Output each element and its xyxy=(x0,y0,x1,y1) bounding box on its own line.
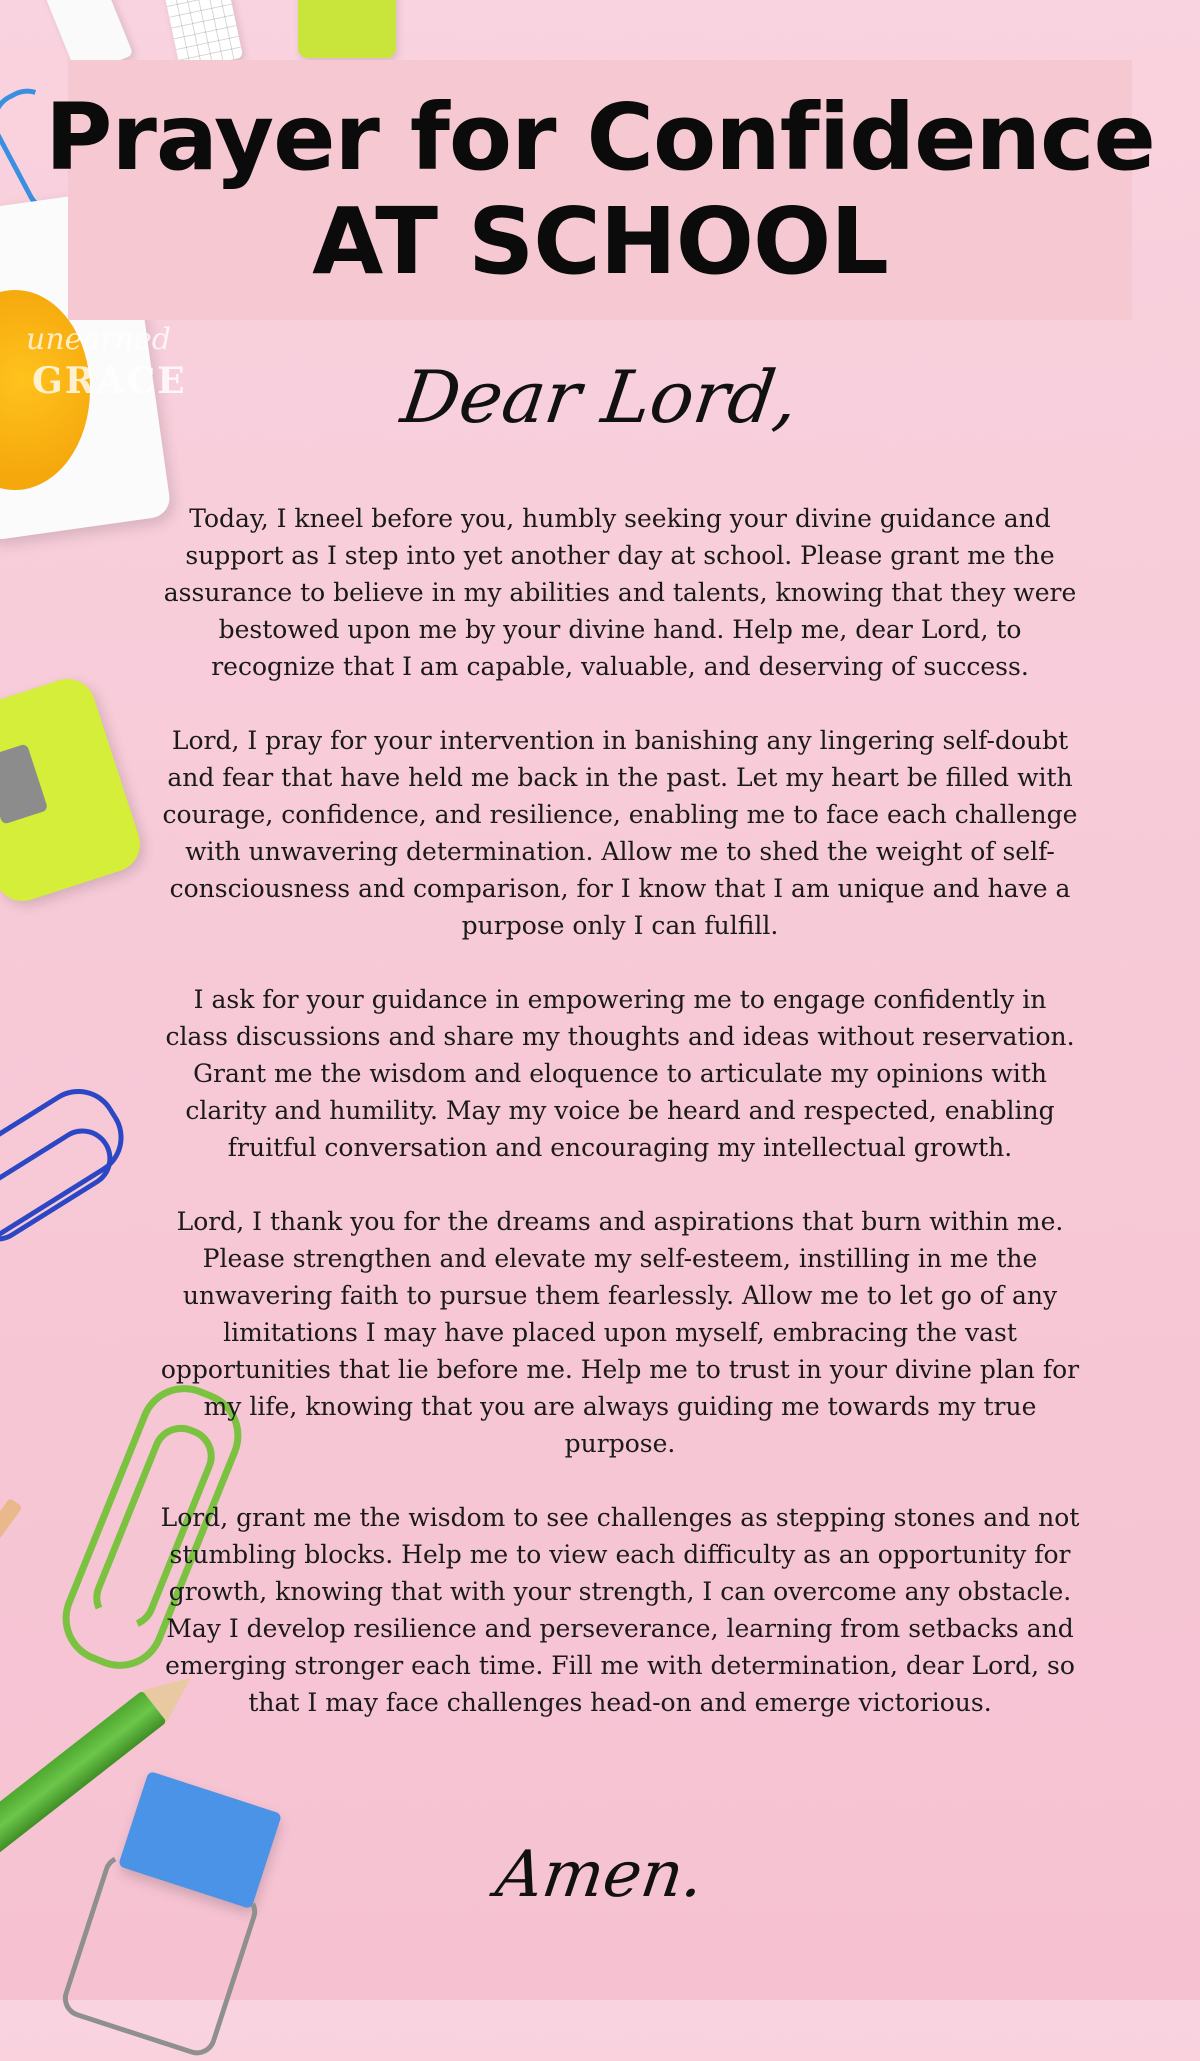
prayer-body xyxy=(160,500,1080,1758)
closing-amen: Amen. xyxy=(491,1838,709,1912)
highlighter-decoration xyxy=(298,0,396,58)
page-subtitle: AT SCHOOL xyxy=(312,188,888,295)
prayer-paragraph-2: Lord, I pray for your intervention in banishing any lingering self-doubt and fear that have held me back in the past. Let my heart be filled with courage, confidence, and resilience, enabling me to face each challenge with unwavering determination. Allow me to shed the weight of self-consciousness and comparison, for I know that I am unique and have a purpose only I can fulfill. xyxy=(162,726,1078,940)
logo-small-text: unearned xyxy=(26,322,171,357)
prayer-paragraph-1: Today, I kneel before you, humbly seeking your divine guidance and support as I step into yet another day at school. Please grant me the assurance to believe in my abilities and talents, knowing that they were bestowed upon me by your divine hand. Help me, dear Lord, to recognize that I am capable, valuable, and deserving of success. xyxy=(163,504,1077,681)
title-banner xyxy=(45,60,1155,320)
page-title: Prayer for Confidence xyxy=(45,84,1155,191)
prayer-paragraph-3: I ask for your guidance in empowering me to engage confidently in class discussions and share my thoughts and ideas without reservation. Grant me the wisdom and eloquence to articulate my opinions with clarity and humility. May my voice be heard and respected, enabling fruitful conversation and encouraging my intellectual growth. xyxy=(165,985,1075,1162)
wood-pencil-decoration xyxy=(0,1498,23,1613)
prayer-paragraph-4: Lord, I thank you for the dreams and aspirations that burn within me. Please strengthen and elevate my self-esteem, instilling in me the unwavering faith to pursue them fearlessly. Allow me to let go of any limitations I may have placed upon myself, embracing the vast opportunities that lie before me. Help me to trust in your divine plan for my life, knowing that you are always guiding me towards my true purpose. xyxy=(160,1207,1080,1458)
prayer-paragraph-5: Lord, grant me the wisdom to see challenges as stepping stones and not stumbling blocks. Help me to view each difficulty as an opportunity for growth, knowing that with your strength, I can overcome any obstacle. May I develop resilience and perseverance, learning from setbacks and emerging stronger each time. Fill me with determination, dear Lord, so that I may face challenges head-on and emerge victorious. xyxy=(160,1503,1080,1717)
salutation: Dear Lord, xyxy=(396,355,804,439)
logo-big-text: GRACE xyxy=(32,360,187,402)
sharpener-decoration xyxy=(0,672,147,909)
